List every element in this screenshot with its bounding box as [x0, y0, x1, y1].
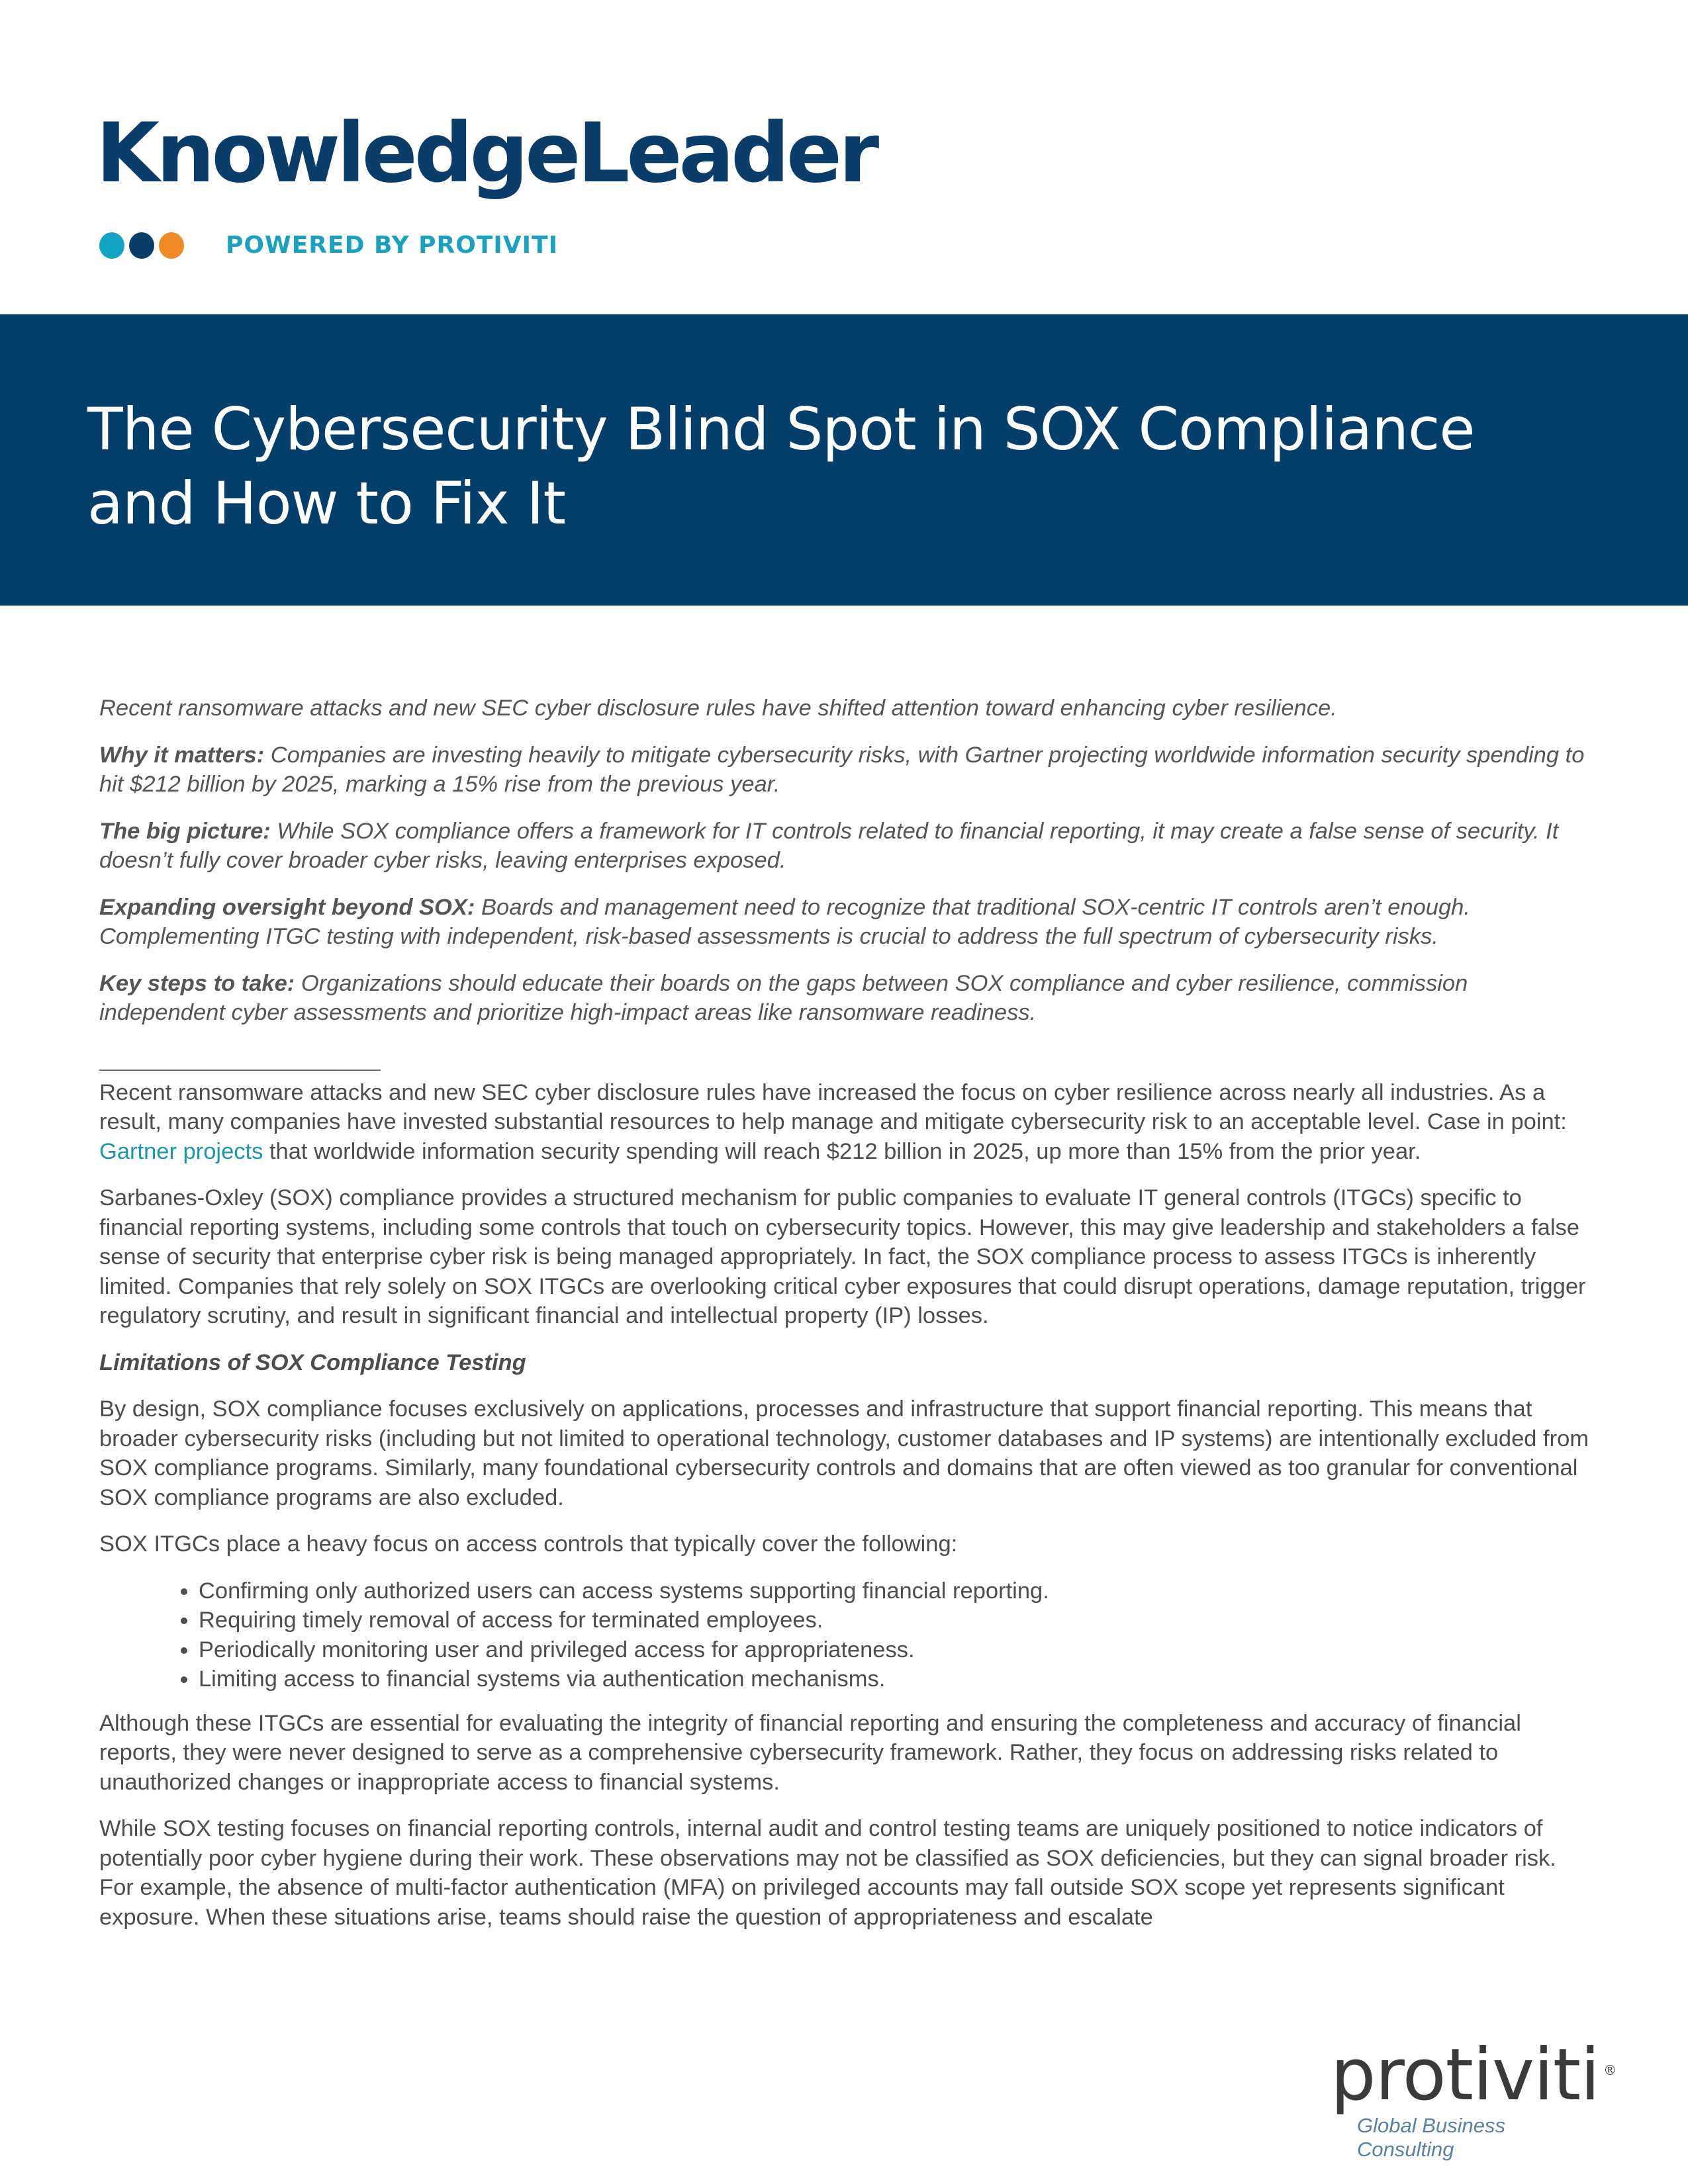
summary-text: Boards and management need to recognize that traditional SOX-centric IT controls aren’t enough. Complementing ITGC testing with independent, risk-based assessments is crucial to address the full spectrum of cybersecurity risks. [99, 894, 1470, 949]
body-paragraph: By design, SOX compliance focuses exclusively on applications, processes and infrastructure that support financial reporting. This means that broader cybersecurity risks (including but not limited to operational technology, customer databases and IP systems) are intentionally excluded from SOX compliance programs. Similarly, many foundational cybersecurity controls and domains that are often viewed as too granular for conventional SOX compliance programs are also excluded. [99, 1396, 1589, 1510]
body-paragraph: Sarbanes-Oxley (SOX) compliance provides a structured mechanism for public companies to evaluate IT general controls (ITGCs) specific to financial reporting systems, including some controls that touch on cybersecurity topics. However, this may give leadership and stakeholders a false sense of security that enterprise cyber risk is being managed appropriately. In fact, the SOX compliance process to assess ITGCs is inherently limited. Companies that rely solely on SOX ITGCs are overlooking critical cyber exposures that could disrupt operations, damage reputation, trigger regulatory scrutiny, and result in significant financial and intellectual property (IP) losses. [99, 1185, 1586, 1328]
title-banner [0, 314, 1688, 606]
summary-intro: Recent ransomware attacks and new SEC cyber disclosure rules have shifted attention toward enhancing cyber resilience. [99, 696, 1337, 721]
summary-item [99, 741, 1595, 799]
protiviti-logo [1331, 2034, 1617, 2161]
summary-text: While SOX compliance offers a framework for IT controls related to financial reporting, it may create a false sense of security. It doesn’t fully cover broader cyber risks, leaving enterprises exposed. [99, 818, 1559, 873]
gartner-projects-link[interactable]: Gartner projects [99, 1138, 263, 1164]
powered-by-row [99, 232, 558, 259]
teal-dot-icon [99, 232, 124, 259]
brand-title: KnowledgeLeader [96, 106, 876, 201]
list-item: • Requiring timely removal of access for terminated employees. [199, 1606, 1595, 1635]
section-heading: Limitations of SOX Compliance Testing [99, 1349, 526, 1375]
summary-section [99, 694, 1595, 1028]
page-title: The Cybersecurity Blind Spot in SOX Compliance and How to Fix It [87, 395, 1475, 537]
summary-item [99, 817, 1595, 876]
summary-item [99, 969, 1595, 1028]
protiviti-wordmark [1331, 2034, 1617, 2116]
logo-tagline: Global Business Consulting [1357, 2114, 1506, 2161]
list-item: • Periodically monitoring user and privileged access for appropriateness. [199, 1635, 1595, 1665]
divider: ___________________________ [99, 1049, 380, 1071]
summary-label: Key steps to take: [99, 970, 295, 996]
summary-item [99, 893, 1595, 952]
body-paragraph [99, 1078, 1595, 1167]
orange-dot-icon [159, 232, 184, 259]
list-item: • Limiting access to financial systems via authentication mechanisms. [199, 1664, 1595, 1694]
paragraph-text: Recent ransomware attacks and new SEC cyber disclosure rules have increased the focus on cyber resilience across nearly all industries. As a result, many companies have invested substantial resources to help manage and mitigate cybersecurity risk to an acceptable level. Case in point: [99, 1079, 1567, 1134]
logo-text: protiviti [1331, 2034, 1600, 2116]
summary-label: Why it matters: [99, 742, 265, 768]
body-paragraph: While SOX testing focuses on financial reporting controls, internal audit and control testing teams are uniquely positioned to notice indicators of potentially poor cyber hygiene during their work. These observations may not be classified as SOX deficiencies, but they can signal broader risk. For example, the absence of multi-factor authentication (MFA) on privileged accounts may fall outside SOX scope yet represents significant exposure. When these situations arise, teams should raise the question of appropriateness and escalate [99, 1816, 1556, 1930]
navy-dot-icon [129, 232, 154, 259]
body-paragraph: SOX ITGCs place a heavy focus on access controls that typically cover the following: [99, 1531, 958, 1557]
registered-mark-icon: ® [1603, 2062, 1617, 2078]
summary-text: Organizations should educate their boards on the gaps between SOX compliance and cyber resilience, commission independent cyber assessments and prioritize high-impact areas like ransomware readiness. [99, 970, 1468, 1025]
powered-by-label: POWERED BY PROTIVITI [226, 232, 558, 259]
knowledgeleader-logo [96, 106, 876, 201]
paragraph-text: that worldwide information security spending will reach $212 billion in 2025, up more than 15% from the prior year. [263, 1138, 1421, 1164]
body-paragraph: Although these ITGCs are essential for evaluating the integrity of financial reporting and ensuring the completeness and accuracy of financial reports, they were never designed to serve as a comprehensive cybersecurity framework. Rather, they focus on addressing risks related to unauthorized changes or inappropriate access to financial systems. [99, 1710, 1521, 1795]
access-controls-list [99, 1576, 1595, 1694]
article-body [99, 694, 1595, 1949]
summary-text: Companies are investing heavily to mitigate cybersecurity risks, with Gartner projecting worldwide information security spending to hit $212 billion by 2025, marking a 15% rise from the previous year. [99, 742, 1585, 797]
list-item: • Confirming only authorized users can access systems supporting financial reporting. [199, 1576, 1595, 1606]
summary-label: Expanding oversight beyond SOX: [99, 894, 475, 920]
summary-label: The big picture: [99, 818, 271, 844]
